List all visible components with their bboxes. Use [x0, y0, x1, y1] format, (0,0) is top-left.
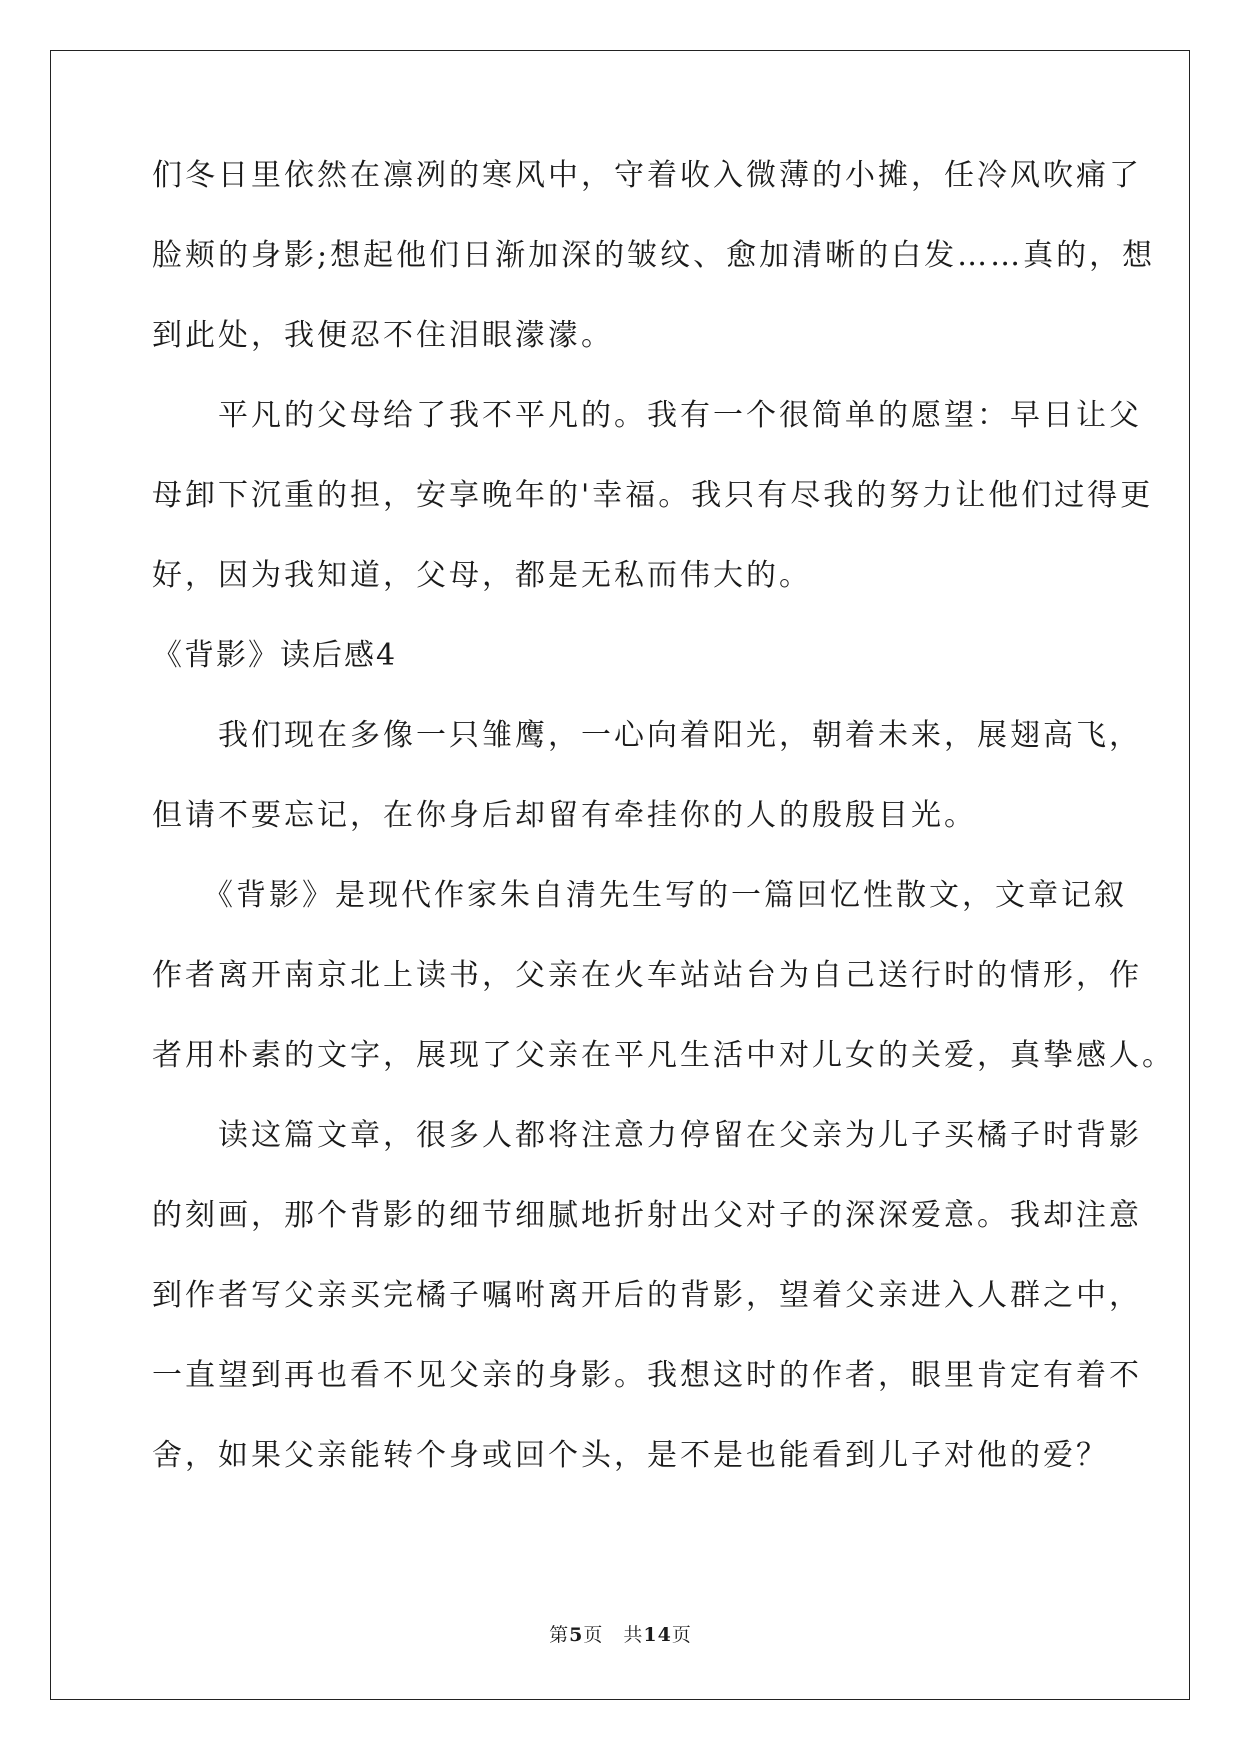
- text-line: 脸颊的身影;想起他们日渐加深的皱纹、愈加清晰的白发……真的，想: [152, 238, 1156, 273]
- text-line: 读这篇文章，很多人都将注意力停留在父亲为儿子买橘子时背影: [152, 1118, 1142, 1153]
- text-line: 作者离开南京北上读书，父亲在火车站站台为自己送行时的情形，作: [152, 958, 1142, 993]
- total-pages-number: 14: [643, 1624, 672, 1646]
- footer-suffix: 页: [671, 1624, 692, 1646]
- text-line: 《背影》是现代作家朱自清先生写的一篇回忆性散文，文章记叙: [152, 878, 1127, 913]
- text-line: 舍，如果父亲能转个身或回个头，是不是也能看到儿子对他的爱？: [152, 1438, 1109, 1473]
- text-line: 母卸下沉重的担，安享晚年的'幸福。我只有尽我的努力让他们过得更: [152, 478, 1154, 513]
- text-line: 者用朴素的文字，展现了父亲在平凡生活中对儿女的关爱，真挚感人。: [152, 1038, 1175, 1073]
- text-line: 平凡的父母给了我不平凡的。我有一个很简单的愿望：早日让父: [152, 398, 1142, 433]
- page-footer: [0, 1620, 1241, 1647]
- text-line: 好，因为我知道，父母，都是无私而伟大的。: [152, 558, 812, 593]
- text-line: 到此处，我便忍不住泪眼濛濛。: [152, 318, 614, 353]
- text-line: 们冬日里依然在凛冽的寒风中，守着收入微薄的小摊，任冷风吹痛了: [152, 158, 1142, 193]
- text-line: 到作者写父亲买完橘子嘱咐离开后的背影，望着父亲进入人群之中，: [152, 1278, 1142, 1313]
- document-body: [152, 150, 1175, 1510]
- footer-middle: 页 共: [583, 1624, 644, 1646]
- footer-prefix: 第: [549, 1624, 570, 1646]
- current-page-number: 5: [569, 1624, 584, 1646]
- section-heading: 《背影》读后感4: [152, 638, 398, 673]
- text-line: 的刻画，那个背影的细节细腻地折射出父对子的深深爱意。我却注意: [152, 1198, 1142, 1233]
- text-line: 但请不要忘记，在你身后却留有牵挂你的人的殷殷目光。: [152, 798, 977, 833]
- text-line: 我们现在多像一只雏鹰，一心向着阳光，朝着未来，展翅高飞，: [152, 718, 1142, 753]
- text-line: 一直望到再也看不见父亲的身影。我想这时的作者，眼里肯定有着不: [152, 1358, 1142, 1393]
